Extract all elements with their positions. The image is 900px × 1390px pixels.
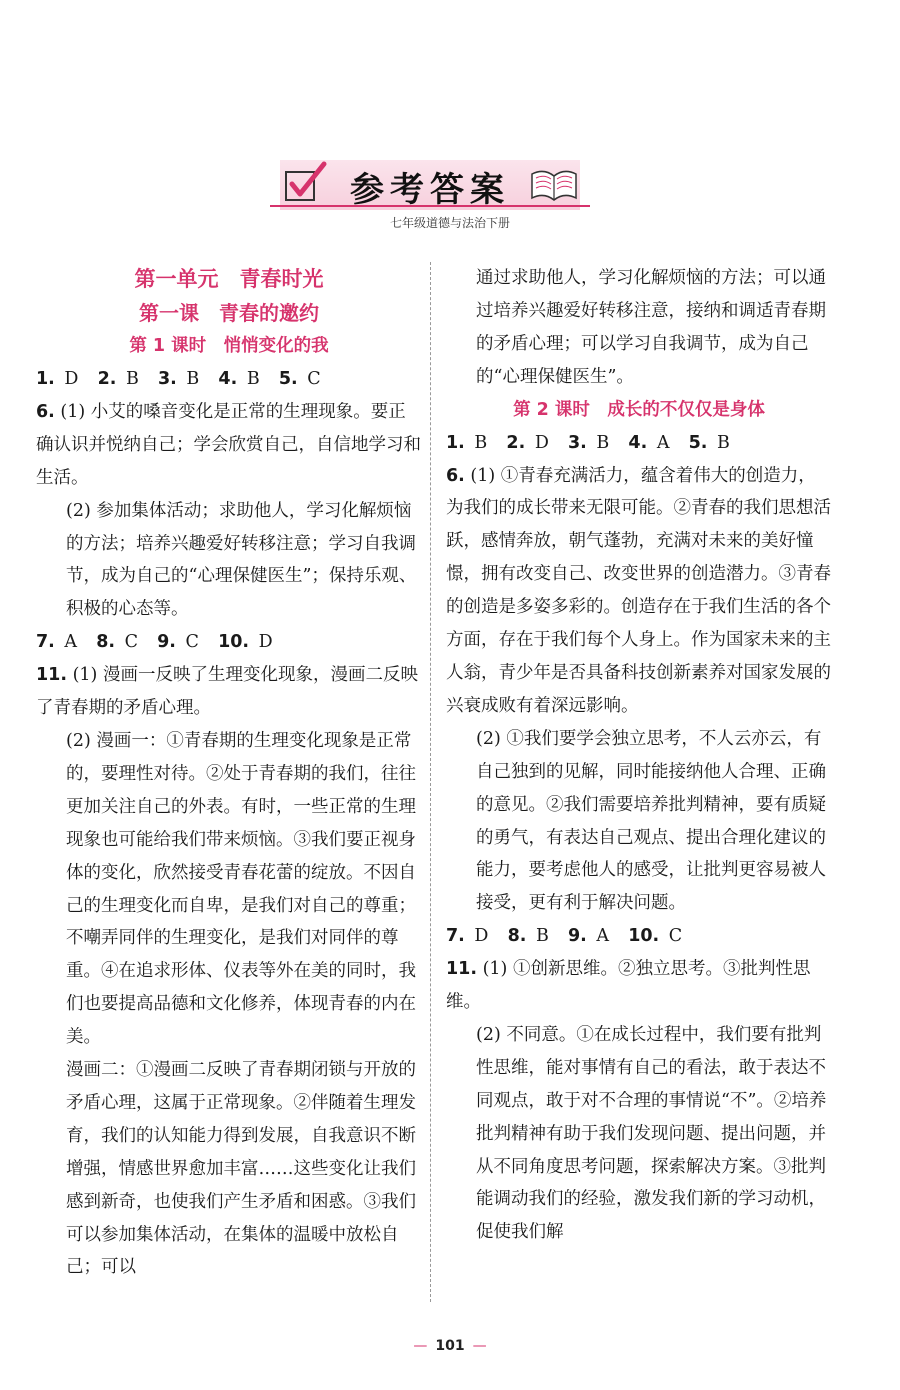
answer-text: (2) ①我们要学会独立思考，不人云亦云，有自己独到的见解，同时能接纳他人合理、正确的意见。②我们需要培养批判精神，要有质疑的勇气，有表达自己观点、提出合理化建议的能力，要考虑他人的感受，让批判更容易被人接受，更有利于解决问题。 <box>476 728 826 914</box>
q-number: 2. <box>97 369 117 389</box>
q-number: 9. <box>568 926 587 947</box>
q-number: 1. <box>446 432 465 453</box>
q-number: 8. <box>507 926 527 947</box>
q-answer: B <box>474 432 488 453</box>
book-subtitle: 七年级道德与法治下册 <box>389 216 510 230</box>
answers-1-5 <box>446 427 832 460</box>
q-answer: B <box>246 369 260 389</box>
q-answer: C <box>124 632 138 653</box>
lesson-heading: 第一课 青春的邀约 <box>139 301 319 325</box>
q-answer: D <box>534 432 549 453</box>
q-answer: C <box>668 926 683 947</box>
q-answer: B <box>596 432 610 453</box>
right-column <box>446 262 832 1249</box>
q-number: 1. <box>36 369 55 389</box>
q-number: 6. <box>36 401 55 422</box>
q-answer: B <box>125 369 139 389</box>
q-answer: A <box>596 926 610 947</box>
q-answer: C <box>307 369 321 389</box>
q-number: 9. <box>157 632 176 653</box>
period-heading: 第 1 课时 悄悄变化的我 <box>129 336 329 356</box>
unit-heading: 第一单元 青春时光 <box>134 267 324 291</box>
q-answer: D <box>64 369 79 389</box>
q-number: 2. <box>506 432 526 453</box>
q-answer: C <box>185 632 199 653</box>
answer-text: (2) 漫画一：①青春期的生理变化现象是正常的，要理性对待。②处于青春期的我们，往往更加关注自己的外表。有时，一些正常的生理现象也可能给我们带来烦恼。③我们要正视身体的变化，欣然接受青春花蕾的绽放。不因自己的生理变化而自卑，是我们对自己的尊重；不嘲弄同伴的生理变化，是我们对同伴的尊重。④在追求形体、仪表等外在美的同时，我们也要提高品德和文化修养，体现青春的内在美。 <box>66 730 416 1048</box>
q-number: 5. <box>688 432 708 453</box>
q-answer: D <box>258 632 273 653</box>
q-number: 11. <box>36 665 68 686</box>
q-number: 4. <box>218 369 238 389</box>
answer-text: 漫画二：①漫画二反映了青春期闭锁与开放的矛盾心理，这属于正常现象。②伴随着生理发育，我们的认知能力得到发展，自我意识不断增强，情感世界愈加丰富……这些变化让我们感到新奇，也使我们产生矛盾和困惑。③我们可以参加集体活动，在集体的温暖中放松自己；可以 <box>66 1060 416 1278</box>
q-number: 4. <box>628 432 648 453</box>
answers-7-10 <box>446 920 832 953</box>
q-answer: A <box>656 432 670 453</box>
answer-text: (1) ①创新思维。②独立思考。③批判性思维。 <box>446 959 811 1013</box>
q-number: 7. <box>446 926 465 947</box>
q-number: 10. <box>628 926 660 947</box>
q-answer: D <box>474 926 489 947</box>
answer-continuation: 通过求助他人，学习化解烦恼的方法；可以通过培养兴趣爱好转移注意，接纳和调适青春期的矛盾心理；可以学习自我调节，成为自己的“心理保健医生”。 <box>476 268 826 387</box>
answers-7-10 <box>36 626 422 659</box>
q-number: 7. <box>36 632 55 653</box>
page-footer <box>0 1338 900 1354</box>
q-answer: A <box>64 632 78 653</box>
footer-dash: — <box>413 1338 428 1354</box>
answer-text: (1) ①青春充满活力，蕴含着伟大的创造力，为我们的成长带来无限可能。②青春的我们思想活跃，感情奔放，朝气蓬勃，充满对未来的美好憧憬，拥有改变自己、改变世界的创造潜力。③青春的创造是多姿多彩的。创造存在于我们生活的各个方面，存在于我们每个人身上。作为国家未来的主人翁，青少年是否具备科技创新素养对国家发展的兴衰成败有着深远影响。 <box>446 465 831 716</box>
footer-dash: — <box>472 1338 487 1354</box>
q-answer: B <box>717 432 730 453</box>
question-6 <box>36 396 422 626</box>
open-book-icon <box>528 164 580 204</box>
q-number: 10. <box>218 632 250 653</box>
checkmark-icon <box>280 158 330 208</box>
answers-1-5 <box>36 363 422 396</box>
q-answer: B <box>186 369 200 389</box>
left-column <box>36 262 422 1284</box>
question-6 <box>446 460 832 921</box>
page-header <box>0 150 900 230</box>
q-number: 6. <box>446 465 465 486</box>
period-heading: 第 2 课时 成长的不仅仅是身体 <box>513 399 765 420</box>
q-number: 3. <box>568 432 587 453</box>
answer-text: (2) 参加集体活动；求助他人，学习化解烦恼的方法；培养兴趣爱好转移注意；学习自我调节，成为自己的“心理保健医生”；保持乐观、积极的心态等。 <box>66 500 417 620</box>
question-11 <box>36 659 422 1284</box>
answer-text: (2) 不同意。①在成长过程中，我们要有批判性思维，能对事情有自己的看法，敢于表达不同观点，敢于对不合理的事情说“不”。②培养批判精神有助于我们发现问题、提出问题，并从不同角度思考问题，探索解决方案。③批判能调动我们的经验，激发我们新的学习动机，促使我们解 <box>476 1024 827 1243</box>
q-answer: B <box>535 926 549 947</box>
question-11 <box>446 953 832 1249</box>
column-divider <box>430 262 431 1302</box>
answer-text: (1) 小艾的嗓音变化是正常的生理现象。要正确认识并悦纳自己；学会欣赏自己，自信地学习和生活。 <box>36 401 421 488</box>
q-number: 11. <box>446 959 478 980</box>
q-number: 5. <box>278 369 298 389</box>
q-number: 8. <box>96 632 116 653</box>
page-title: 参考答案 <box>350 170 510 210</box>
q-number: 3. <box>158 369 177 389</box>
answer-text: (1) 漫画一反映了生理变化现象，漫画二反映了青春期的矛盾心理。 <box>36 665 418 719</box>
page-number: 101 <box>435 1338 465 1354</box>
